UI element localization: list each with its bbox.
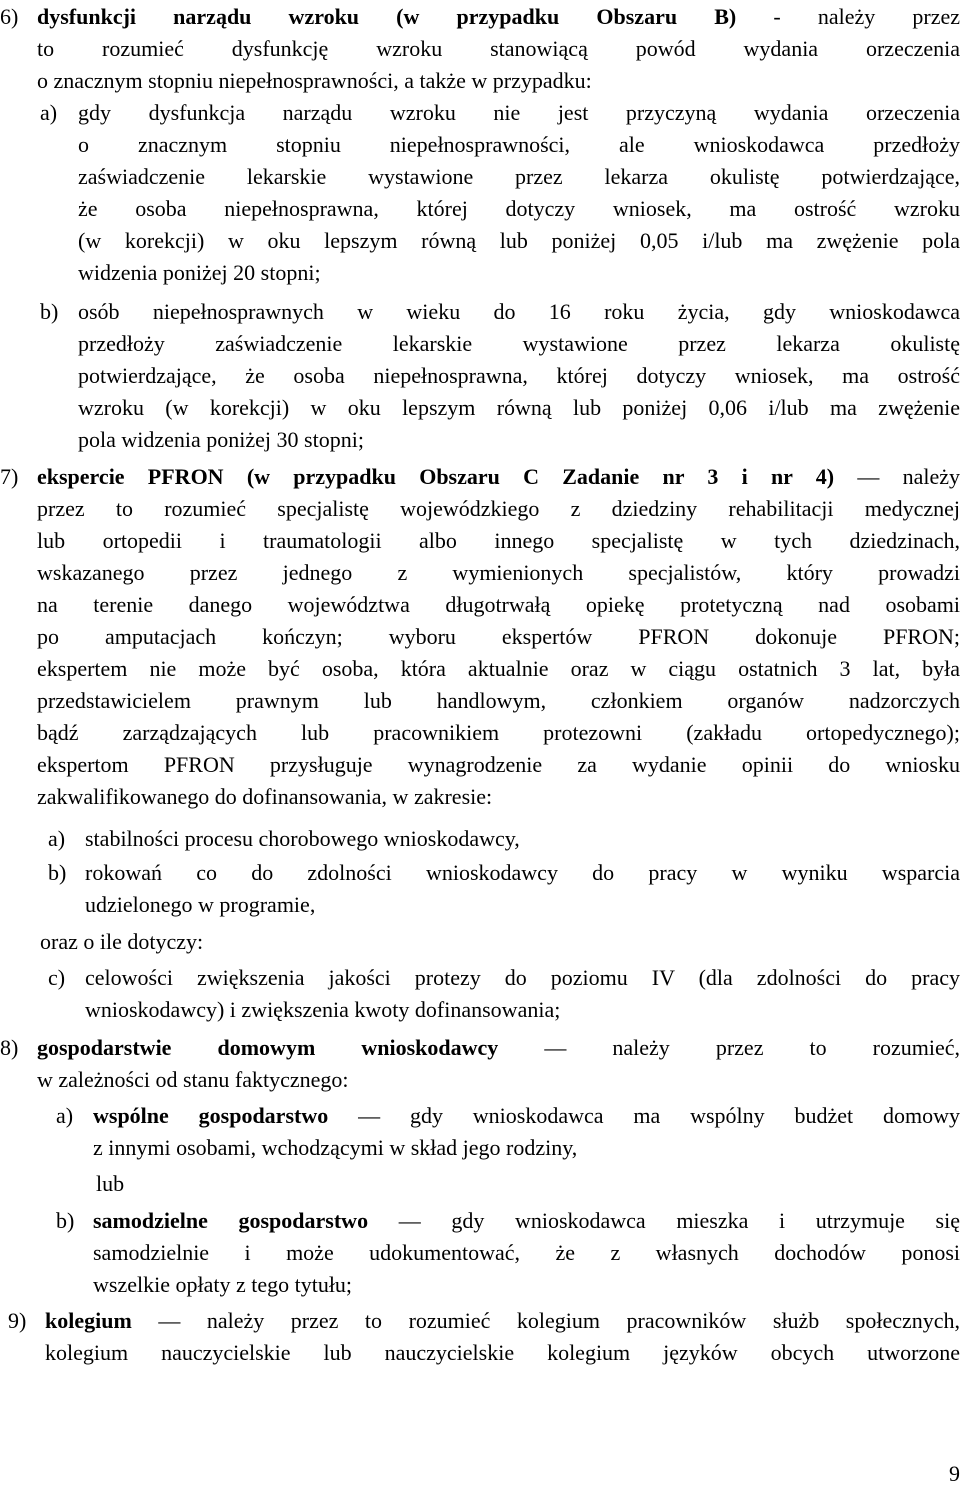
item-7-mid-text: oraz o ile dotyczy: [40,929,204,954]
item-6-line-1: dysfunkcji narządu wzroku (w przypadku Obszaru B) - należy przez [37,4,960,29]
item-7b [85,858,960,920]
item-6-line-3: o znacznym stopniu niepełnosprawności, a także w przypadku: [37,68,592,93]
text-line: potwierdzające, że osoba niepełnosprawna, której dotyczy wniosek, ma ostrość [78,363,960,388]
item-8b-label: b) [56,1208,75,1233]
item-6-term: dysfunkcji narządu wzroku (w przypadku Obszaru B) [37,4,737,29]
text-line: zakwalifikowanego do dofinansowania, w zakresie: [37,784,493,809]
page-number: 9 [949,1461,960,1486]
text-line: wnioskodawcy) i zwiększenia kwoty dofinansowania; [85,997,561,1022]
text-line: (w korekcji) w oku lepszym równą lub poniżej 0,05 i/lub ma zwężenie pola [78,228,960,253]
text-line: przez to rozumieć specjalistę wojewódzkiego z dziedziny rehabilitacji medycznej [37,496,960,521]
item-7 [37,462,960,814]
text-line: przedłoży zaświadczenie lekarskie wystawione przez lekarza okulistę [78,331,960,356]
item-8a-term: wspólne gospodarstwo [93,1103,329,1128]
text-line: udzielonego w programie, [85,892,316,917]
item-6 [37,2,960,92]
text-line: celowości zwiększenia jakości protezy do poziomu IV (dla zdolności do pracy [85,965,960,990]
text-line: pola widzenia poniżej 30 stopni; [78,427,364,452]
item-8-number: 8) [0,1035,19,1060]
text-line: widzenia poniżej 20 stopni; [78,260,321,285]
item-6-number: 6) [0,4,19,29]
text-line: gdy dysfunkcja narządu wzroku nie jest przyczyną wydania orzeczenia [78,100,960,125]
text-line: wszelkie opłaty z tego tytułu; [93,1272,353,1297]
item-9-term: kolegium [45,1308,132,1333]
text-line: że osoba niepełnosprawna, której dotyczy wniosek, ma ostrość wzroku [78,196,960,221]
item-7c-label: c) [48,965,66,990]
item-7a [85,824,960,854]
item-8a-line-1: wspólne gospodarstwo — gdy wnioskodawca ma wspólny budżet domowy [93,1103,960,1128]
item-6-line-2: to rozumieć dysfunkcję wzroku stanowiącą powód wydania orzeczenia [37,36,960,61]
text-line: zaświadczenie lekarskie wystawione przez lekarza okulistę potwierdzające, [78,164,960,189]
text-line: przedstawicielem prawnym lub handlowym, członkiem organów nadzorczych [37,688,960,713]
item-9-line-1: kolegium — należy przez to rozumieć kolegium pracowników służb społecznych, [45,1308,960,1333]
text-line: lub ortopedii i traumatologii albo innego specjalistę w tych dziedzinach, [37,528,960,553]
item-6b [78,297,960,457]
item-7c [85,963,960,1025]
text-line: ekspertem nie może być osoba, która aktualnie oraz w ciągu ostatnich 3 lat, była [37,656,960,681]
text-line: o znacznym stopniu niepełnosprawności, ale wnioskodawca przedłoży [78,132,960,157]
item-8a [93,1101,960,1163]
item-6b-label: b) [40,299,59,324]
item-8-line-1: gospodarstwie domowym wnioskodawcy — należy przez to rozumieć, [37,1035,960,1060]
em-dash: — [358,1103,381,1128]
item-7a-label: a) [48,826,66,851]
item-8a-label: a) [56,1103,74,1128]
text-line: wzroku (w korekcji) w oku lepszym równą lub poniżej 0,06 i/lub ma zwężenie [78,395,960,420]
text-line: stabilności procesu chorobowego wnioskodawcy, [85,826,520,851]
item-6a [78,98,960,290]
item-9 [45,1306,960,1368]
text-line: wskazanego przez jednego z wymienionych specjalistów, który prowadzi [37,560,960,585]
item-9-number: 9) [8,1308,27,1333]
item-7-number: 7) [0,464,19,489]
item-7-line-1: ekspercie PFRON (w przypadku Obszaru C Zadanie nr 3 i nr 4) — należy [37,464,960,489]
text-line: bądź zarządzających lub pracownikiem protezowni (zakładu ortopedycznego); [37,720,960,745]
text-line: rokowań co do zdolności wnioskodawcy do pracy w wyniku wsparcia [85,860,960,885]
em-dash: — [398,1208,421,1233]
item-8-term: gospodarstwie domowym wnioskodawcy [37,1035,499,1060]
item-7b-label: b) [48,860,67,885]
text-line: samodzielnie i może udokumentować, że z własnych dochodów ponosi [93,1240,960,1265]
item-6a-label: a) [40,100,58,125]
text-line: ekspertom PFRON przysługuje wynagrodzenie za wydanie opinii do wniosku [37,752,960,777]
text-line: w zależności od stanu faktycznego: [37,1067,349,1092]
em-dash: — [158,1308,181,1333]
item-8b [93,1206,960,1300]
em-dash: — [857,464,880,489]
text-line: z innymi osobami, wchodzącymi w skład jego rodziny, [93,1135,578,1160]
item-8 [37,1033,960,1095]
text-line: na terenie danego województwa długotrwałą opiekę protetyczną nad osobami [37,592,960,617]
text-line: osób niepełnosprawnych w wieku do 16 roku życia, gdy wnioskodawca [78,299,960,324]
text-line: kolegium nauczycielskie lub nauczycielskie kolegium języków obcych utworzone [45,1340,960,1365]
item-8b-term: samodzielne gospodarstwo [93,1208,369,1233]
item-7-term: ekspercie PFRON (w przypadku Obszaru C Zadanie nr 3 i nr 4) [37,464,835,489]
item-8-or-text: lub [96,1171,125,1196]
text-line: po amputacjach kończyn; wyboru ekspertów PFRON dokonuje PFRON; [37,624,960,649]
item-8b-line-1: samodzielne gospodarstwo — gdy wnioskodawca mieszka i utrzymuje się [93,1208,960,1233]
em-dash: — [544,1035,567,1060]
